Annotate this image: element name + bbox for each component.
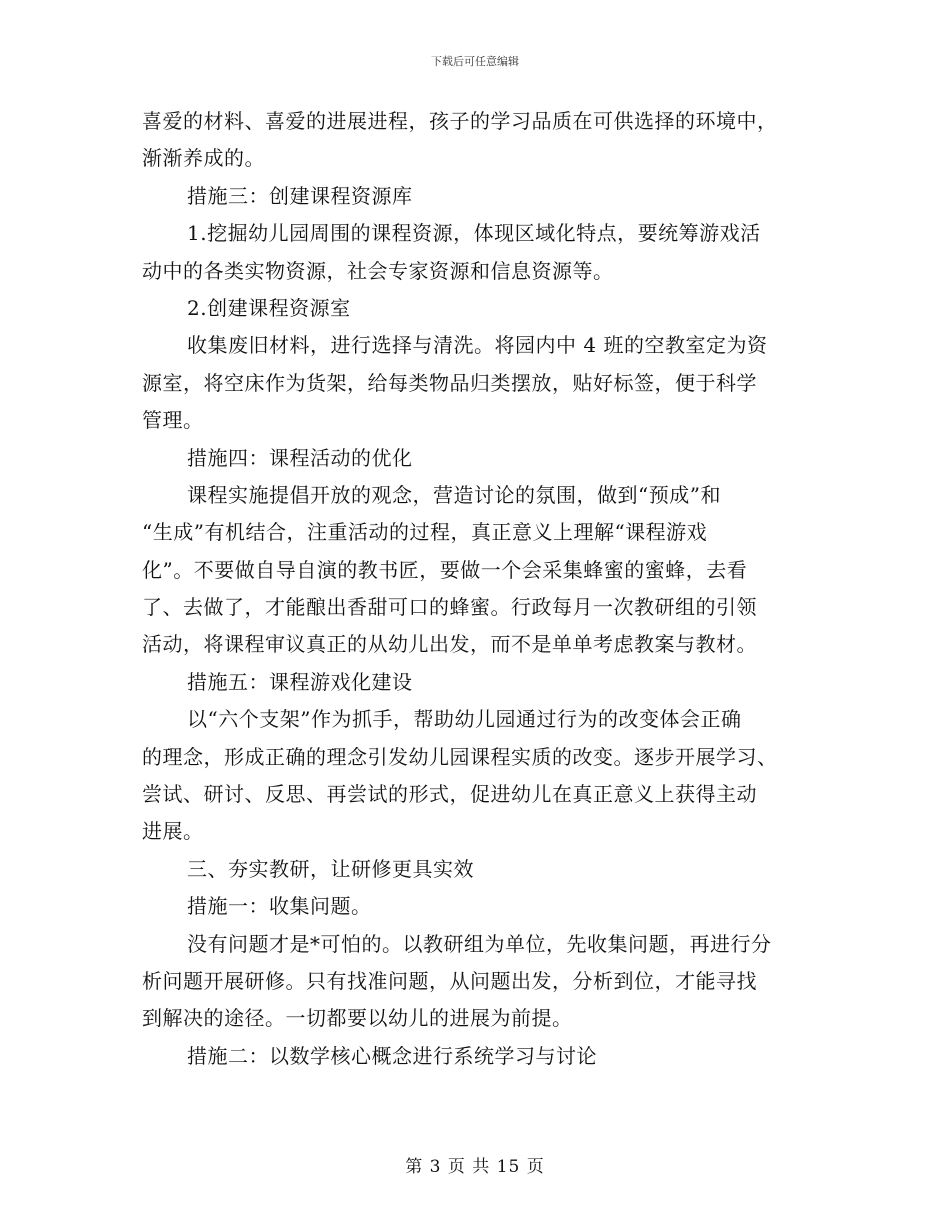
text-line: 的理念，形成正确的理念引发幼儿园课程实质的改变。逐步开展学习、 [142,744,778,769]
text-line: 析问题开展研修。只有找准问题，从问题出发，分析到位，才能寻找 [142,968,757,993]
text-line: 2.创建课程资源室 [187,295,351,320]
section-heading: 三、夯实教研，让研修更具实效 [187,856,474,881]
text-line: 管理。 [142,408,204,433]
text-line: 进展。 [142,819,204,844]
text-line: 没有问题才是*可怕的。以教研组为单位，先收集问题，再进行分 [187,931,772,956]
text-line: 了、去做了，才能酿出香甜可口的蜂蜜。行政每月一次教研组的引领 [142,595,757,620]
text-line: 源室，将空床作为货架，给每类物品归类摆放，贴好标签，便于科学 [142,370,757,395]
text-line: 课程实施提倡开放的观念，营造讨论的氛围，做到“预成”和 [187,482,721,507]
text-line: 到解决的途径。一切都要以幼儿的进展为前提。 [142,1006,573,1031]
text-line: 活动，将课程审议真正的从幼儿出发，而不是单单考虑教案与教材。 [142,632,757,657]
text-line: 化”。不要做自导自演的教书匠，要做一个会采集蜂蜜的蜜蜂，去看 [142,557,748,582]
document-body [142,103,817,1075]
text-line: 渐渐养成的。 [142,146,265,171]
section-heading: 措施三：创建课程资源库 [187,183,413,208]
text-line: 动中的各类实物资源，社会专家资源和信息资源等。 [142,258,614,283]
text-line: 收集废旧材料，进行选择与清洗。将园内中 4 班的空教室定为资 [187,333,768,358]
text-line: 以“六个支架”作为抓手，帮助幼儿园通过行为的改变体会正确 [187,707,742,732]
text-line: “生成”有机结合，注重活动的过程，真正意义上理解“课程游戏 [142,520,708,545]
text-line: 喜爱的材料、喜爱的进展进程，孩子的学习品质在可供选择的环境中， [142,109,778,133]
section-heading: 措施二：以数学核心概念进行系统学习与讨论 [187,1043,597,1068]
section-heading: 措施四：课程活动的优化 [187,445,413,470]
section-heading: 措施一：收集问题。 [187,894,372,919]
text-line: 1.挖掘幼儿园周围的课程资源，体现区域化特点，要统筹游戏活 [187,221,761,246]
section-heading: 措施五：课程游戏化建设 [187,669,413,694]
text-line: 尝试、研讨、反思、再尝试的形式，促进幼儿在真正意义上获得主动 [142,782,757,807]
page-header: 下载后可任意编辑 [431,55,519,68]
page-footer: 第 3 页 共 15 页 [405,1157,545,1177]
